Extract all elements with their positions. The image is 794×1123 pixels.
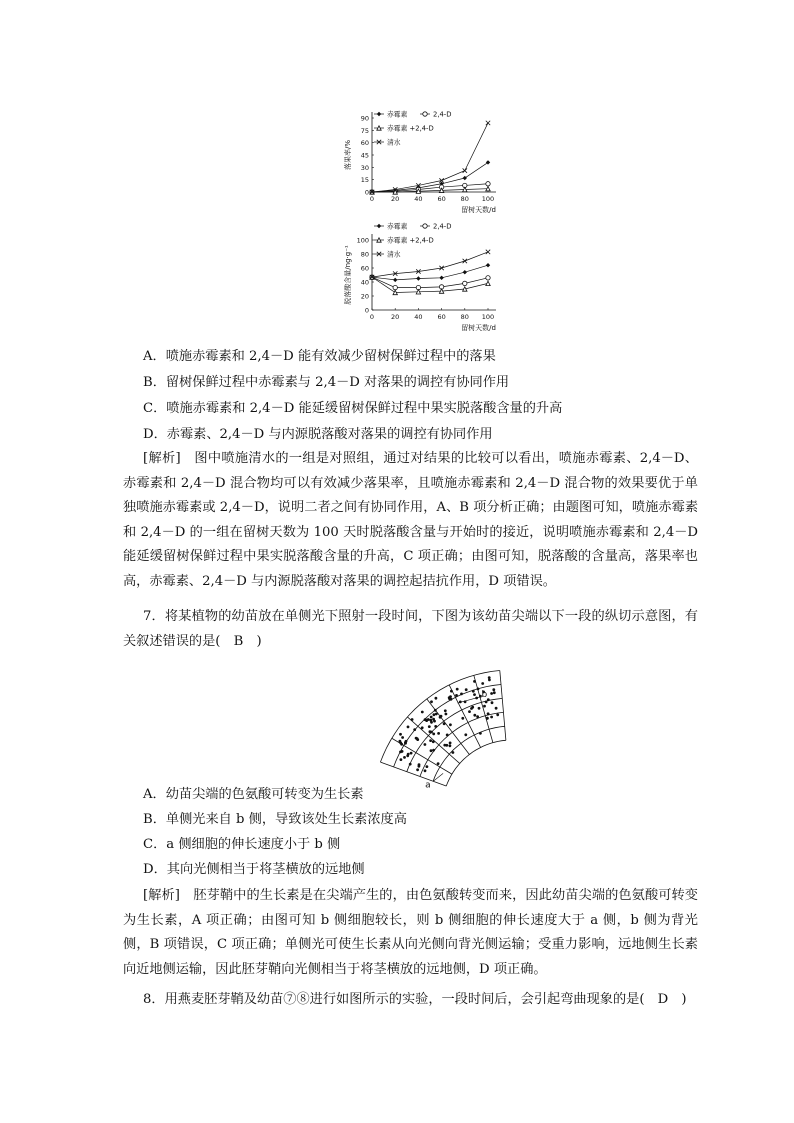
data-point bbox=[463, 176, 467, 180]
x-tick-label: 60 bbox=[437, 195, 446, 203]
q6-option-c: C．喷施赤霉素和 2,4－D 能延缓留树保鲜过程中果实脱落酸含量的升高 bbox=[143, 401, 563, 416]
cell-wall-radial bbox=[407, 717, 459, 764]
data-point bbox=[416, 290, 420, 294]
auxin-dot bbox=[456, 688, 459, 691]
y-tick-label: 45 bbox=[360, 151, 369, 160]
x-axis-label: 留树天数/d bbox=[461, 206, 496, 214]
legend-label: 赤霉素 +2,4-D bbox=[387, 236, 434, 245]
auxin-dot bbox=[403, 756, 406, 759]
data-point bbox=[486, 187, 490, 191]
q6-analysis: [解析] 图中喷施清水的一组是对照组，通过对结果的比较可以看出，喷施赤霉素、2,4－D、赤霉素和 2,4－D 混合物均可以有效减少落果率，且喷施赤霉素和 2,4－D 混合物的效果要优于单独喷施赤霉素或 2,4－D，说明二者之间有协同作用，A、B 项分析正确；由题图可知，喷施赤霉素和 2,4－D 的一组在留树天数为 100 天时脱落酸含量与开始时的接近，说明喷施赤霉素和 2,4－D 能延缓留树保鲜过程中果实脱落酸含量的升高，C 项正确；由图可知，脱落酸的含量高，落果率也高，赤霉素、2,4－D 与内源脱落酸对落果的调控起拮抗作用，D 项错误。 bbox=[123, 451, 698, 589]
auxin-dot bbox=[449, 744, 452, 747]
auxin-dot bbox=[406, 754, 409, 757]
data-point bbox=[463, 281, 467, 285]
label-a: a bbox=[425, 780, 431, 791]
cell-wall-radial bbox=[500, 671, 506, 741]
auxin-dot bbox=[468, 710, 471, 713]
auxin-dot bbox=[424, 769, 427, 772]
auxin-dot bbox=[488, 679, 491, 682]
auxin-dot bbox=[416, 737, 419, 740]
auxin-dot bbox=[407, 726, 410, 729]
y-tick-label: 60 bbox=[360, 264, 369, 273]
auxin-dot bbox=[473, 693, 476, 696]
auxin-dot bbox=[430, 731, 433, 734]
auxin-dot bbox=[487, 698, 490, 701]
auxin-dot bbox=[416, 768, 419, 771]
x-tick-label: 40 bbox=[414, 313, 423, 321]
legend-label: 赤霉素 bbox=[387, 110, 408, 119]
auxin-dot bbox=[492, 688, 495, 691]
auxin-dot bbox=[399, 733, 402, 736]
auxin-dot bbox=[399, 742, 402, 745]
legend-marker bbox=[377, 224, 381, 228]
auxin-dot bbox=[493, 691, 496, 694]
auxin-dot bbox=[470, 707, 473, 710]
auxin-dot bbox=[445, 744, 448, 747]
auxin-dot bbox=[465, 688, 468, 691]
auxin-dot bbox=[432, 733, 435, 736]
data-point bbox=[486, 121, 490, 125]
data-point bbox=[393, 285, 397, 289]
y-tick-label: 15 bbox=[360, 176, 369, 185]
y-tick-label: 20 bbox=[360, 292, 369, 301]
data-point bbox=[416, 276, 420, 280]
auxin-dot bbox=[446, 734, 449, 737]
x-tick-label: 60 bbox=[437, 313, 446, 321]
auxin-dot bbox=[424, 743, 427, 746]
cell-wall-radial bbox=[427, 699, 470, 755]
legend-marker bbox=[377, 238, 381, 242]
auxin-dot bbox=[490, 716, 493, 719]
series-line-1 bbox=[372, 277, 488, 288]
cell-wall-arc bbox=[446, 740, 506, 786]
data-point bbox=[486, 281, 490, 285]
data-point bbox=[463, 187, 467, 191]
auxin-dot bbox=[428, 725, 431, 728]
data-point bbox=[393, 278, 397, 282]
cell-wall-radial bbox=[449, 685, 480, 748]
data-point bbox=[393, 290, 397, 294]
auxin-dot bbox=[430, 749, 433, 752]
cell-wall-radial bbox=[474, 675, 493, 742]
y-tick-label: 30 bbox=[360, 163, 369, 172]
auxin-dot bbox=[426, 765, 429, 768]
x-tick-label: 80 bbox=[460, 313, 469, 321]
y-axis-label: 脱落酸含量/ng·g⁻¹ bbox=[344, 245, 352, 305]
auxin-dot bbox=[455, 694, 458, 697]
data-point bbox=[463, 168, 467, 172]
auxin-dot bbox=[401, 736, 404, 739]
auxin-dot bbox=[429, 719, 432, 722]
auxin-dot bbox=[445, 713, 448, 716]
auxin-dot bbox=[479, 732, 482, 735]
auxin-dot bbox=[476, 715, 479, 718]
auxin-dot bbox=[473, 680, 476, 683]
seedling-section-figure bbox=[362, 660, 492, 791]
auxin-dot bbox=[483, 705, 486, 708]
data-point bbox=[463, 270, 467, 274]
q7-stem: 7．将某植物的幼苗放在单侧光下照射一段时间，下图为该幼苗尖端以下一段的纵切示意图，有关叙述错误的是( B ) bbox=[123, 609, 698, 649]
auxin-dot bbox=[429, 739, 432, 742]
charts-svg bbox=[330, 100, 510, 340]
auxin-dot bbox=[434, 725, 437, 728]
auxin-dot bbox=[401, 750, 404, 753]
auxin-dot bbox=[473, 714, 476, 717]
auxin-dot bbox=[432, 749, 435, 752]
legend-label: 2,4-D bbox=[433, 222, 452, 231]
label-b: b bbox=[481, 690, 488, 701]
y-tick-label: 40 bbox=[360, 278, 369, 287]
x-tick-label: 40 bbox=[414, 195, 423, 203]
q7-option-d: D．其向光侧相当于将茎横放的远地侧 bbox=[143, 862, 365, 877]
auxin-dot bbox=[449, 742, 452, 745]
auxin-dot bbox=[477, 688, 480, 691]
x-tick-label: 100 bbox=[481, 195, 495, 203]
q7-option-c: C．a 侧细胞的伸长速度小于 b 侧 bbox=[143, 837, 341, 852]
data-point bbox=[439, 276, 443, 280]
legend-label: 清水 bbox=[387, 250, 401, 259]
data-point bbox=[439, 289, 443, 293]
cell-diagram-svg bbox=[362, 660, 492, 791]
auxin-dot bbox=[421, 726, 424, 729]
auxin-dot bbox=[486, 717, 489, 720]
q6-option-b: B．留树保鲜过程中赤霉素与 2,4－D 对落果的调控有协同作用 bbox=[143, 375, 510, 390]
auxin-dot bbox=[411, 718, 414, 721]
legend-label: 赤霉素 bbox=[387, 222, 408, 231]
x-tick-label: 20 bbox=[391, 313, 400, 321]
y-tick-label: 60 bbox=[360, 139, 369, 148]
auxin-dot bbox=[478, 707, 481, 710]
y-tick-label: 100 bbox=[356, 236, 369, 245]
auxin-dot bbox=[490, 692, 493, 695]
legend-marker bbox=[377, 112, 381, 116]
legend-label: 赤霉素 +2,4-D bbox=[387, 124, 434, 133]
x-tick-label: 20 bbox=[391, 195, 400, 203]
auxin-dot bbox=[410, 752, 413, 755]
series-line-0 bbox=[372, 162, 488, 192]
auxin-dot bbox=[432, 718, 435, 721]
figure-charts bbox=[330, 100, 510, 344]
q7-option-b: B．单侧光来自 b 侧，导致该处生长素浓度高 bbox=[143, 812, 407, 827]
label-b-leader bbox=[458, 697, 480, 703]
auxin-dot bbox=[432, 740, 435, 743]
auxin-dot bbox=[437, 762, 440, 765]
auxin-dot bbox=[495, 707, 498, 710]
auxin-dot bbox=[433, 713, 436, 716]
auxin-dot bbox=[452, 751, 455, 754]
q6-option-a: A．喷施赤霉素和 2,4－D 能有效减少留树保鲜过程中的落果 bbox=[143, 349, 496, 364]
x-tick-label: 80 bbox=[460, 195, 469, 203]
auxin-dot bbox=[448, 697, 451, 700]
auxin-dot bbox=[409, 763, 412, 766]
auxin-dot bbox=[444, 709, 447, 712]
auxin-dot bbox=[461, 717, 464, 720]
legend-marker bbox=[423, 224, 427, 228]
legend-label: 清水 bbox=[387, 138, 401, 147]
auxin-dot bbox=[439, 716, 442, 719]
auxin-dot bbox=[418, 765, 421, 768]
legend-marker bbox=[423, 112, 427, 116]
data-point bbox=[486, 276, 490, 280]
x-tick-label: 100 bbox=[481, 313, 495, 321]
auxin-dot bbox=[460, 693, 463, 696]
auxin-dot bbox=[425, 719, 428, 722]
auxin-dot bbox=[400, 758, 403, 761]
auxin-dot bbox=[449, 723, 452, 726]
data-point bbox=[463, 259, 467, 263]
q8-stem: 8．用燕麦胚芽鞘及幼苗⑦⑧进行如图所示的实验，一段时间后，会引起弯曲现象的是( D ) bbox=[143, 992, 687, 1007]
auxin-dot bbox=[450, 690, 453, 693]
auxin-dot bbox=[430, 716, 433, 719]
legend-label: 2,4-D bbox=[433, 110, 452, 119]
auxin-dot bbox=[421, 711, 424, 714]
data-point bbox=[463, 287, 467, 291]
y-tick-label: 75 bbox=[360, 126, 369, 135]
y-tick-label: 0 bbox=[364, 306, 369, 315]
y-tick-label: 0 bbox=[364, 188, 369, 197]
series-line-3 bbox=[372, 123, 488, 192]
y-axis-label: 落果率/% bbox=[344, 139, 352, 171]
auxin-dot bbox=[430, 700, 433, 703]
q7-analysis: [解析] 胚芽鞘中的生长素是在尖端产生的，由色氨酸转变而来，因此幼苗尖端的色氨酸可转变为生长素，A 项正确；由图可知 b 侧细胞较长，则 b 侧细胞的伸长速度大于 a 侧，b 侧为背光侧，B 项错误，C 项正确；单侧光可使生长素从向光侧向背光侧运输；受重力影响，远地侧生长素向近地侧运输，因此胚芽鞘向光侧相当于将茎横放的远地侧，D 项正确。 bbox=[123, 888, 698, 977]
x-tick-label: 0 bbox=[369, 195, 375, 203]
auxin-dot bbox=[437, 732, 440, 735]
data-point bbox=[486, 250, 490, 254]
auxin-dot bbox=[485, 701, 488, 704]
legend-marker bbox=[377, 126, 381, 130]
data-point bbox=[486, 182, 490, 186]
auxin-dot bbox=[496, 713, 499, 716]
x-tick-label: 0 bbox=[369, 313, 375, 321]
q6-option-d: D．赤霉素、2,4－D 与内源脱落酸对落果的调控有协同作用 bbox=[143, 427, 493, 442]
auxin-dot bbox=[481, 682, 484, 685]
auxin-dot bbox=[435, 697, 438, 700]
auxin-dot bbox=[413, 728, 416, 731]
y-tick-label: 80 bbox=[360, 250, 369, 259]
auxin-dot bbox=[435, 713, 438, 716]
data-point bbox=[486, 160, 490, 164]
auxin-dot bbox=[472, 690, 475, 693]
y-tick-label: 90 bbox=[360, 114, 369, 123]
auxin-dot bbox=[491, 701, 494, 704]
x-axis-label: 留树天数/d bbox=[461, 324, 496, 332]
data-point bbox=[486, 263, 490, 267]
auxin-dot bbox=[434, 709, 437, 712]
series-line-0 bbox=[372, 265, 488, 280]
q7-option-a: A．幼苗尖端的色氨酸可转变为生长素 bbox=[143, 787, 364, 802]
auxin-dot bbox=[443, 722, 446, 725]
auxin-dot bbox=[487, 712, 490, 715]
auxin-dot bbox=[464, 733, 467, 736]
auxin-dot bbox=[405, 740, 408, 743]
